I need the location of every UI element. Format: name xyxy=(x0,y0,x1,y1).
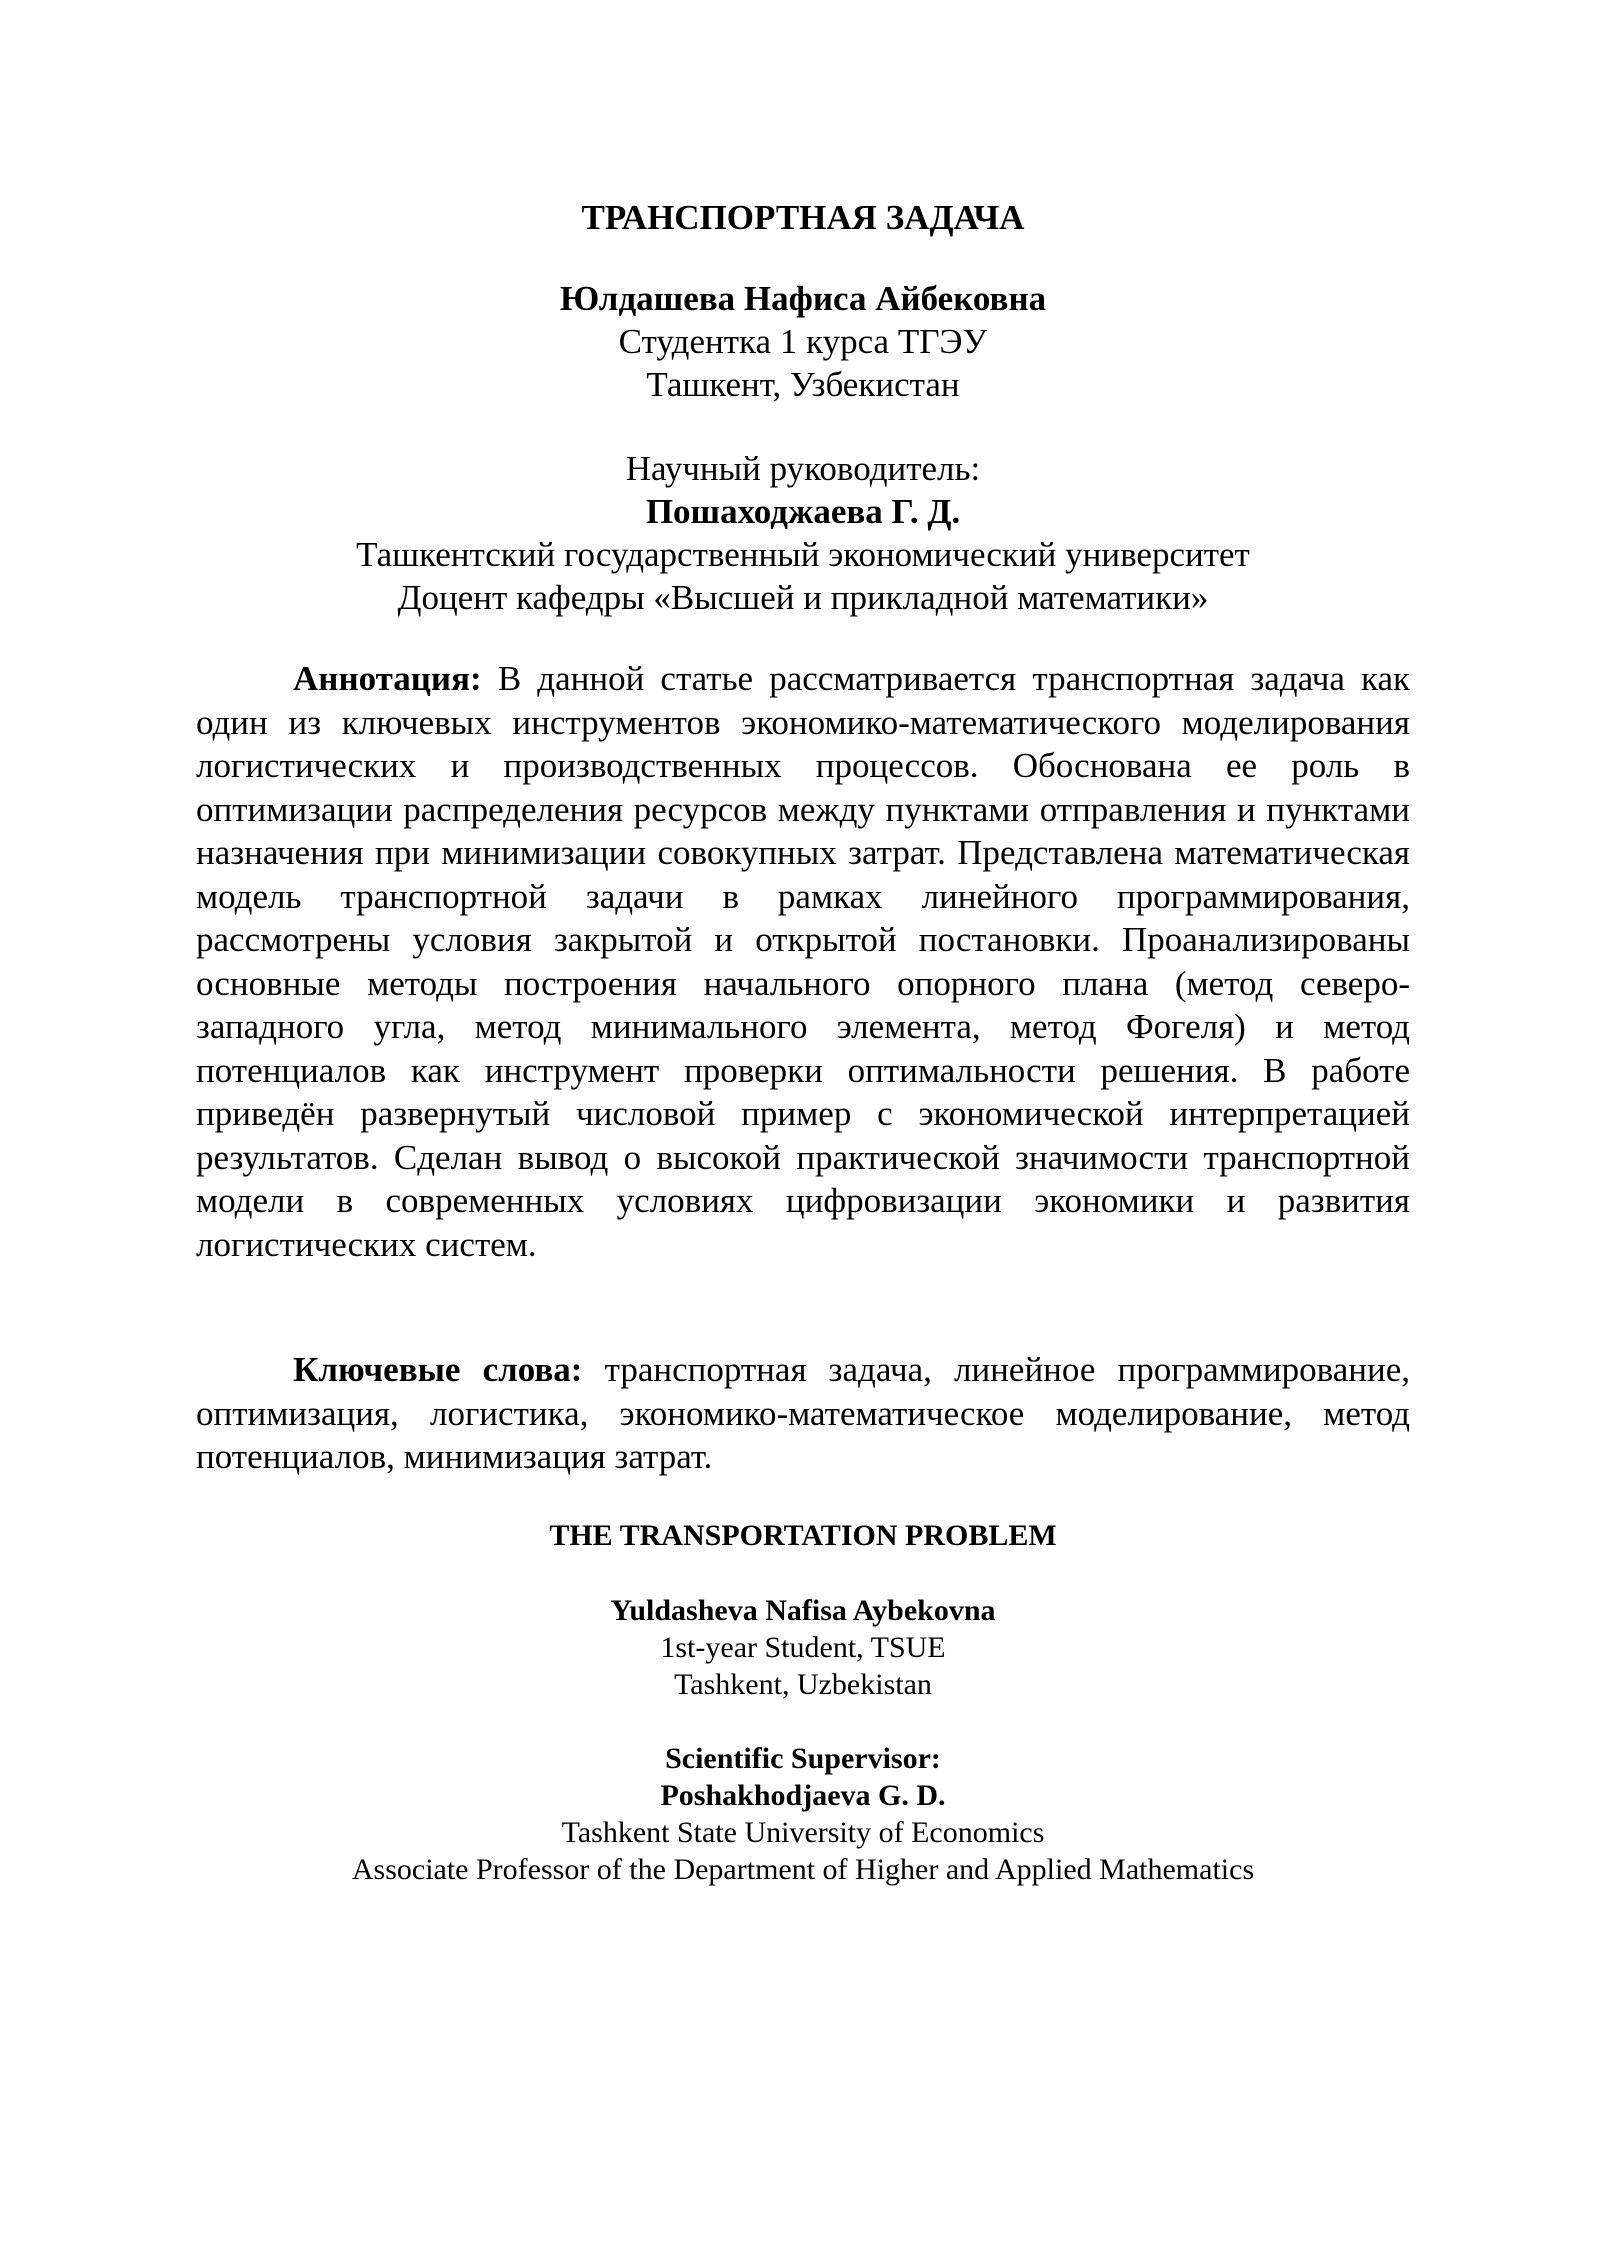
author-position-en: 1st-year Student, TSUE xyxy=(660,1631,946,1664)
page-title: ТРАНСПОРТНАЯ ЗАДАЧА xyxy=(581,198,1025,237)
supervisor-block-ru xyxy=(196,447,1410,619)
author-position: Студентка 1 курса ТГЭУ xyxy=(618,322,988,361)
supervisor-position: Доцент кафедры «Высшей и прикладной математики» xyxy=(397,578,1209,617)
supervisor-block-en xyxy=(196,1740,1410,1888)
supervisor-name: Пошаходжаева Г. Д. xyxy=(645,492,961,531)
author-block-en xyxy=(196,1592,1410,1703)
supervisor-label-en: Scientific Supervisor: xyxy=(665,1742,941,1775)
supervisor-affiliation: Ташкентский государственный экономический университет xyxy=(356,535,1250,574)
author-name-en: Yuldasheva Nafisa Aybekovna xyxy=(610,1594,996,1627)
keywords-text: транспортная задача, линейное программирование, оптимизация, логистика, экономико-математическое моделирование, метод потенциалов, минимизация затрат. xyxy=(196,1350,1410,1476)
supervisor-label: Научный руководитель: xyxy=(625,449,981,488)
author-name: Юлдашева Нафиса Айбековна xyxy=(559,279,1047,318)
author-location-en: Tashkent, Uzbekistan xyxy=(674,1668,932,1701)
supervisor-name-en: Poshakhodjaeva G. D. xyxy=(660,1779,946,1812)
author-block-ru xyxy=(196,277,1410,406)
english-title: THE TRANSPORTATION PROBLEM xyxy=(549,1519,1057,1552)
supervisor-position-en: Associate Professor of the Department of Higher and Applied Mathematics xyxy=(351,1853,1255,1886)
supervisor-affiliation-en: Tashkent State University of Economics xyxy=(561,1816,1045,1849)
abstract-paragraph xyxy=(196,657,1410,1266)
abstract-text: В данной статье рассматривается транспортная задача как один из ключевых инструментов экономико-математического моделирования логистических и производственных процессов. Обоснована ее роль в оптимизации распределения ресурсов между пунктами отправления и пунктами назначения при минимизации совокупных затрат. Представлена математическая модель транспортной задачи в рамках линейного программирования, рассмотрены условия закрытой и открытой постановки. Проанализированы основные методы построения начального опорного плана (метод северо-западного угла, метод минимального элемента, метод Фогеля) и метод потенциалов как инструмент проверки оптимальности решения. В работе приведён развернутый числовой пример с экономической интерпретацией результатов. Сделан вывод о высокой практической значимости транспортной модели в современных условиях цифровизации экономики и развития логистических систем. xyxy=(196,659,1410,1264)
author-location: Ташкент, Узбекистан xyxy=(646,365,960,404)
abstract-label: Аннотация: xyxy=(293,659,482,698)
keywords-label: Ключевые слова: xyxy=(293,1350,583,1389)
keywords-paragraph xyxy=(196,1348,1410,1479)
